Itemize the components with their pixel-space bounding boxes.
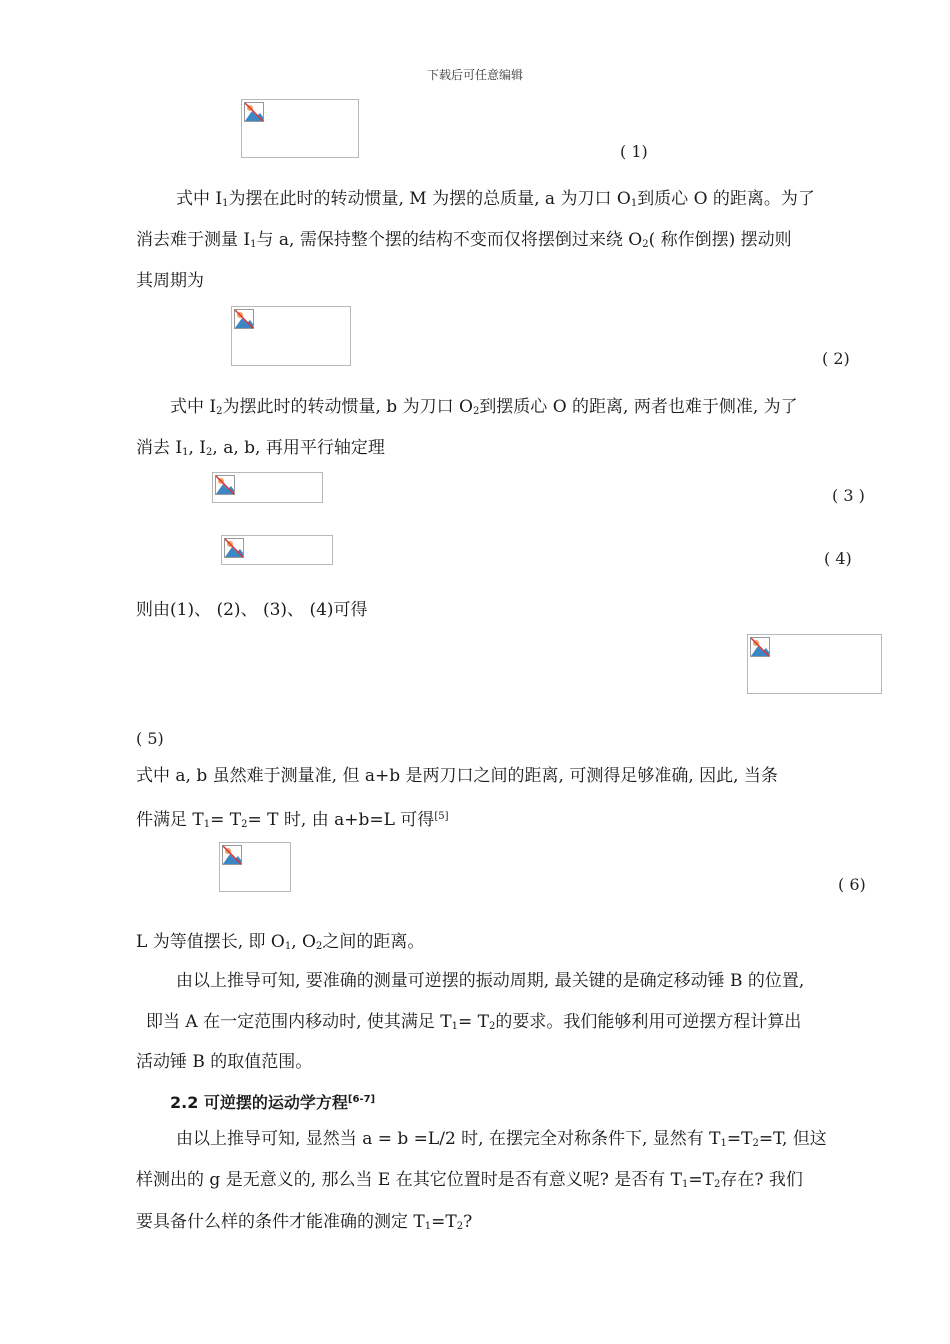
equation-6-image [219, 842, 291, 892]
paragraph-1-line-3: 其周期为 [136, 271, 204, 291]
paragraph-4-line-2: 件满足 $T_1= T_2= T$ 时, 由 a+b=L 可得[5] [136, 810, 449, 830]
page-header: 下载后可任意编辑 [426, 68, 523, 82]
broken-image-icon [215, 475, 235, 495]
equation-4-number: ( 4) [824, 549, 852, 568]
paragraph-7-line-3: 要具备什么样的条件才能准确的测定 $T_1=T_2$? [136, 1212, 473, 1232]
equation-3-image [212, 472, 323, 503]
paragraph-1-line-2: 消去难于测量 $I_1$与 a, 需保持整个摆的结构不变而仅将摆倒过来绕 $O_2$( 称作倒摆) 摆动则 [136, 230, 792, 250]
paragraph-3-line-1: 则由(1)、 (2)、 (3)、 (4)可得 [136, 600, 368, 620]
equation-4-image [221, 535, 333, 565]
citation-ref-6-7[interactable]: [6-7] [347, 1094, 376, 1105]
broken-image-icon [234, 309, 254, 329]
equation-1-image [241, 99, 359, 158]
broken-image-icon [222, 845, 242, 865]
equation-3-number: ( 3 ) [832, 486, 865, 505]
broken-image-icon [224, 538, 244, 558]
broken-image-icon [750, 637, 770, 657]
paragraph-7-line-2: 样测出的 g 是无意义的, 那么当 E 在其它位置时是否有意义呢? 是否有 $T_1=T_2$存在? 我们 [136, 1170, 803, 1190]
paragraph-6-line-1: 由以上推导可知, 要准确的测量可逆摆的振动周期, 最关键的是确定移动锤 B 的位置, [176, 971, 805, 991]
paragraph-4-line-1: 式中 a, b 虽然难于测量准, 但 a+b 是两刀口之间的距离, 可测得足够准确, 因此, 当条 [136, 766, 778, 786]
equation-5-image [747, 634, 882, 694]
paragraph-5-line-1: L 为等值摆长, 即 $O_1$, $O_2$之间的距离。 [136, 932, 425, 952]
equation-2-number: ( 2) [822, 349, 850, 368]
equation-1-number: ( 1) [620, 142, 648, 161]
broken-image-icon [244, 102, 264, 122]
equation-5-number: ( 5) [136, 729, 164, 748]
paragraph-7-line-1: 由以上推导可知, 显然当 a = b =L/2 时, 在摆完全对称条件下, 显然有 $T_1=T_2=T$, 但这 [176, 1129, 827, 1149]
paragraph-6-line-3: 活动锤 B 的取值范围。 [136, 1052, 313, 1072]
paragraph-1-line-1: 式中 $I_1$为摆在此时的转动惯量, M 为摆的总质量, a 为刀口 $O_1$到质心 O 的距离。为了 [176, 189, 815, 209]
equation-2-image [231, 306, 351, 366]
section-heading: 2.2 可逆摆的运动学方程[6-7] [170, 1093, 376, 1112]
paragraph-2-line-1: 式中 $I_2$为摆此时的转动惯量, b 为刀口 $O_2$到摆质心 O 的距离, 两者也难于侧准, 为了 [170, 397, 798, 417]
equation-6-number: ( 6) [838, 875, 866, 894]
paragraph-2-line-2: 消去 $I_1$, $I_2$, a, b, 再用平行轴定理 [136, 438, 385, 458]
paragraph-6-line-2: 即当 A 在一定范围内移动时, 使其满足 $T_1= T_2$的要求。我们能够利用可逆摆方程计算出 [146, 1012, 802, 1032]
citation-ref-5[interactable]: [5] [434, 811, 449, 822]
